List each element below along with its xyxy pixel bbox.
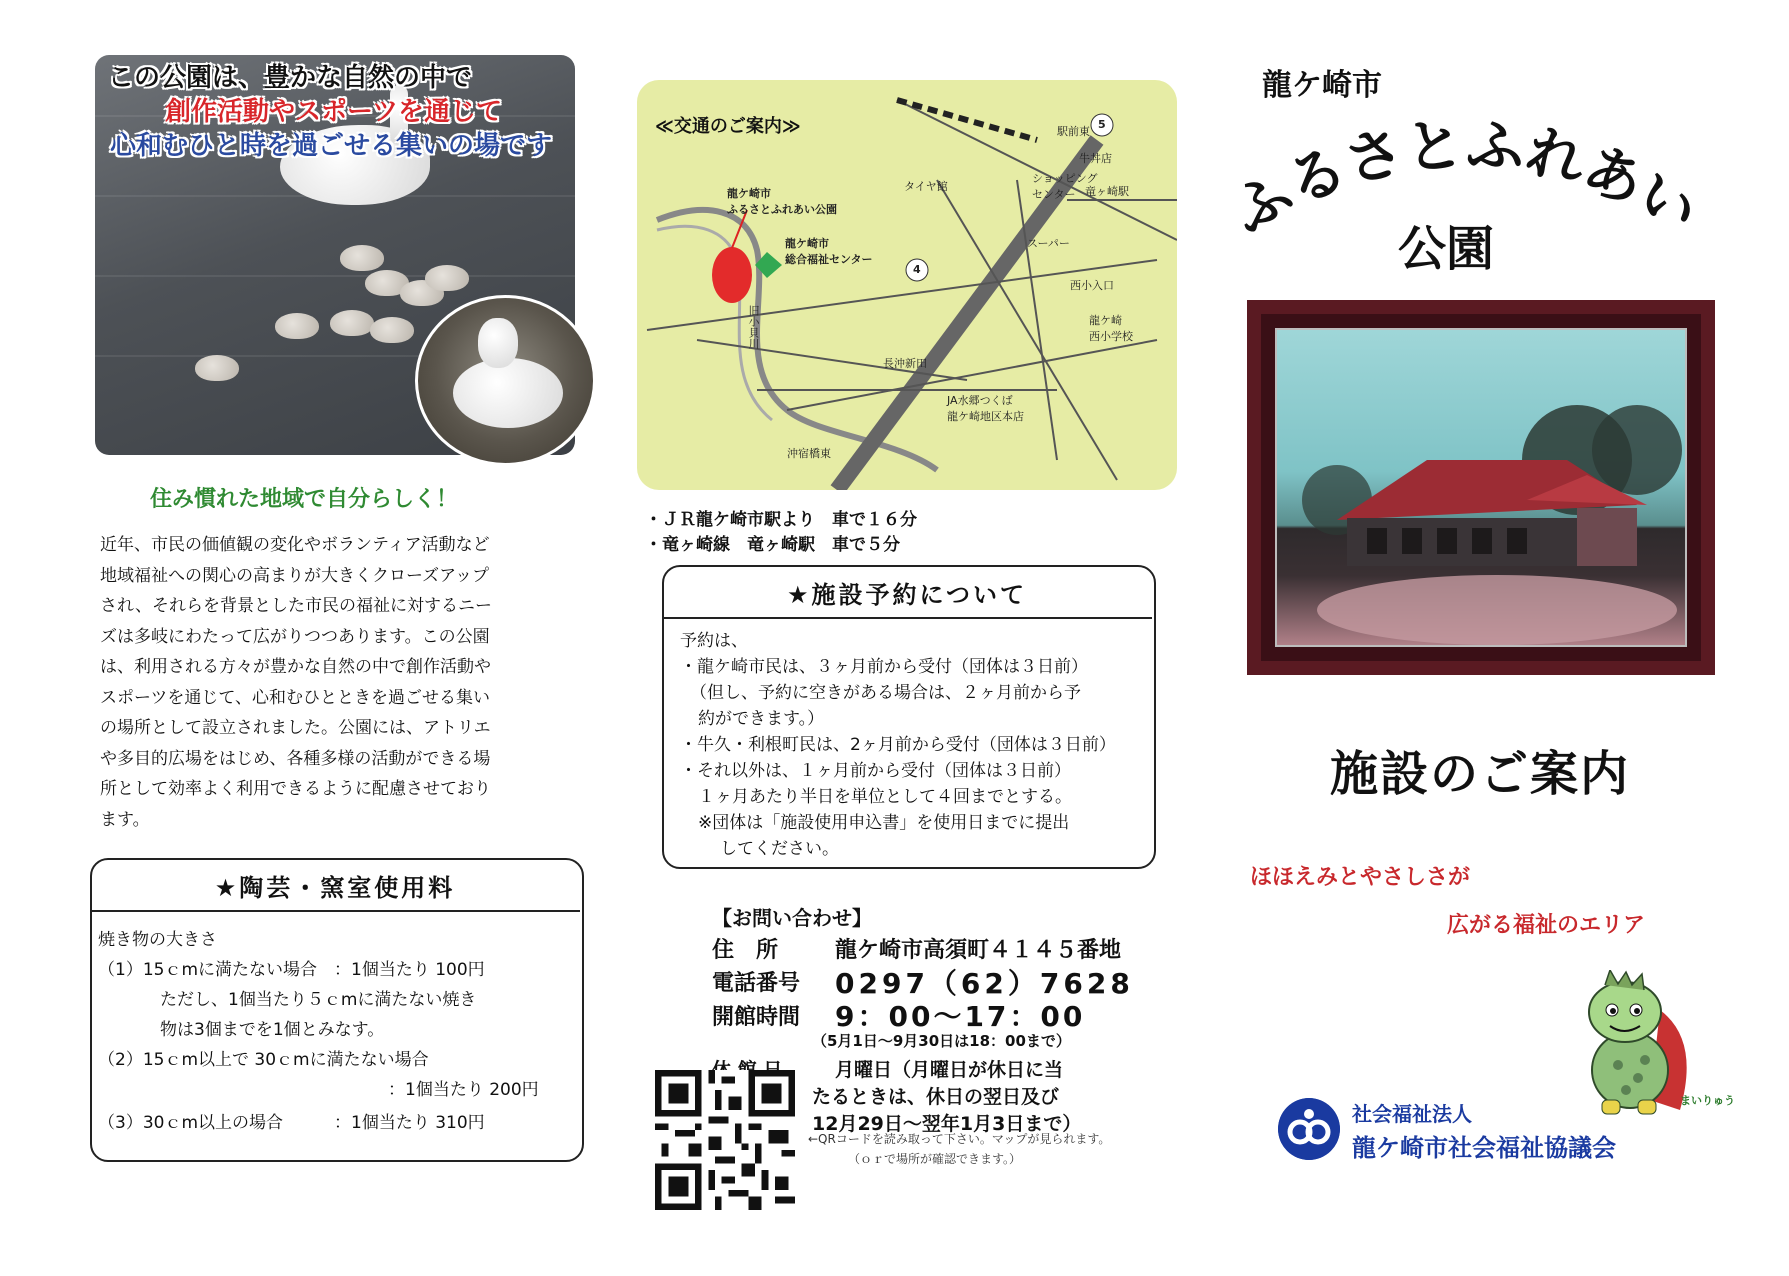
intro-line: や多目的広場をはじめ、各種多様の活動ができる場: [100, 748, 491, 769]
map-label-tire: タイヤ館: [904, 180, 948, 193]
park-title: ふるさとふれあい: [1220, 109, 1710, 247]
contact-hours-label: 開館時間: [712, 1005, 801, 1030]
map-label-ekimae-higashi: 駅前東: [1057, 125, 1090, 138]
fee-line: ただし、1個当たり５ｃmに満たない焼き: [160, 990, 477, 1010]
slogan-line-1: ほほえみとやさしさが: [1250, 865, 1471, 890]
city-name: 龍ケ崎市: [1262, 68, 1382, 103]
intro-line: の場所として設立されました。公園には、アトリエ: [100, 718, 491, 738]
reservation-line: 予約は、: [680, 631, 748, 651]
fee-line: ：1個当たり 200円: [388, 1080, 539, 1100]
reservation-line: ※団体は「施設使用申込書」を使用日までに提出: [698, 813, 1070, 833]
map-label-super: スーパー: [1027, 237, 1070, 250]
building-picture-frame: [1247, 300, 1715, 675]
fee-line: 焼き物の大きさ: [98, 930, 217, 950]
intro-line: は、利用される方々が豊かな自然の中で創作活動や: [100, 657, 491, 677]
reservation-line: ・龍ケ崎市民は、３ヶ月前から受付（団体は３日前）: [680, 657, 1088, 677]
reservation-line: （但し、予約に空きがある場合は、２ヶ月前から予: [690, 683, 1081, 703]
intro-line: スポーツを通じて、心和むひとときを過ごせる集い: [100, 687, 490, 708]
intro-line: 近年、市民の価値観の変化やボランティア活動など: [100, 535, 490, 555]
reservation-line: １ヶ月あたり半日を単位として４回までとする。: [698, 787, 1072, 807]
headline-line-2: 創作活動やスポーツを通じて: [165, 97, 502, 127]
contact-closed-line: 月曜日（月曜日が休日に当: [835, 1059, 1064, 1081]
nest-photo: [415, 295, 596, 466]
org-logo-icon: [1278, 1098, 1340, 1160]
fee-line: 物は3個までを1個とみなす。: [160, 1020, 385, 1040]
map-label-route5: 5: [1098, 118, 1106, 131]
headline-line-3: 心和むひと時を過ごせる集いの場です: [110, 131, 553, 161]
map-label-school: 龍ケ崎 西小学校: [1089, 314, 1133, 343]
reservation-line: 約ができます。）: [698, 709, 825, 729]
contact-hours-note: （5月1日～9月30日は18：00まで）: [812, 1032, 1071, 1050]
qr-code[interactable]: [655, 1070, 795, 1210]
mascot-badge: まいりゅう: [1680, 1094, 1735, 1107]
intro-paragraph: [100, 530, 580, 835]
contact-address-label: 住 所: [712, 938, 779, 963]
org-name: 龍ケ崎市社会福祉協議会: [1352, 1134, 1616, 1162]
section-heading: 住み慣れた地域で自分らしく！: [150, 487, 459, 512]
map-label-nishi-iriguchi: 西小入口: [1070, 279, 1114, 292]
slogan-line-2: 広がる福祉のエリア: [1447, 913, 1646, 938]
map-title: ≪交通のご案内≫: [655, 116, 801, 137]
contact-phone-label: 電話番号: [712, 971, 801, 996]
facility-guide-title: 施設のご案内: [1330, 746, 1631, 802]
map-label-shopping: ショッピング センター: [1032, 172, 1098, 201]
contact-phone: 0297（62）7628: [835, 967, 1134, 1000]
contact-closed-line: 12月29日～翌年1月3日まで）: [812, 1113, 1082, 1135]
headline-line-1: この公園は、豊かな自然の中で: [108, 63, 473, 93]
map-label-station: 竜ヶ崎駅: [1085, 185, 1129, 198]
qr-note: ←QRコードを読み取って下さい。マップが見られます。: [808, 1132, 1111, 1146]
map-label-nagaoki-shinden: 長沖新田: [883, 357, 927, 370]
map-label-river: 旧小貝川: [747, 305, 760, 349]
contact-closed-line: たるときは、休日の翌日及び: [812, 1086, 1060, 1108]
park-koen: 公園: [1398, 221, 1495, 277]
reservation-title: ★施設予約について: [786, 581, 1028, 609]
map-label-ja: JA水郷つくば 龍ケ崎地区本店: [947, 394, 1024, 423]
contact-heading: 【お問い合わせ】: [712, 906, 872, 930]
contact-address: 龍ケ崎市高須町４１４５番地: [835, 938, 1122, 963]
access-line-2: ・竜ヶ崎線 竜ヶ崎駅 車で５分: [645, 535, 900, 555]
org-type: 社会福祉法人: [1352, 1102, 1472, 1126]
access-map: [637, 80, 1177, 490]
building-picture: [1275, 328, 1687, 647]
intro-line: ます。: [100, 809, 150, 830]
map-label-center: 龍ケ崎市 総合福祉センター: [785, 237, 873, 266]
contact-hours: 9：00～17：00: [835, 1000, 1086, 1033]
access-line-1: ・ＪＲ龍ケ崎市駅より 車で１６分: [645, 510, 917, 530]
map-label-route4: 4: [913, 263, 921, 276]
map-label-gyudon: 牛丼店: [1079, 152, 1112, 165]
map-label-okishuku-bashi: 沖宿橋東: [787, 447, 831, 460]
reservation-line: してください。: [720, 839, 839, 859]
map-label-park: 龍ケ崎市 ふるさとふれあい公園: [727, 187, 837, 216]
qr-note: （ｏｒで場所が確認できます。）: [848, 1152, 1022, 1166]
reservation-line: ・それ以外は、１ヶ月前から受付（団体は３日前）: [680, 761, 1071, 781]
fee-line: （1）15ｃmに満たない場合 ：1個当たり 100円: [98, 960, 485, 980]
intro-line: ズは多岐にわたって広がりつつあります。この公園: [100, 626, 490, 647]
reservation-line: ・牛久・利根町民は、2ヶ月前から受付（団体は３日前）: [680, 735, 1116, 755]
intro-line: され、それらを背景とした市民の福祉に対するニー: [100, 596, 493, 616]
pottery-fee-title: ★陶芸・窯室使用料: [214, 874, 456, 902]
intro-line: 所として効率よく利用できるように配慮させており: [100, 779, 491, 799]
intro-line: 地域福祉への関心の高まりが大きくクローズアップ: [100, 565, 489, 586]
fee-line: （3）30ｃm以上の場合 ：1個当たり 310円: [98, 1113, 485, 1133]
fee-line: （2）15ｃm以上で 30ｃmに満たない場合: [98, 1050, 429, 1070]
